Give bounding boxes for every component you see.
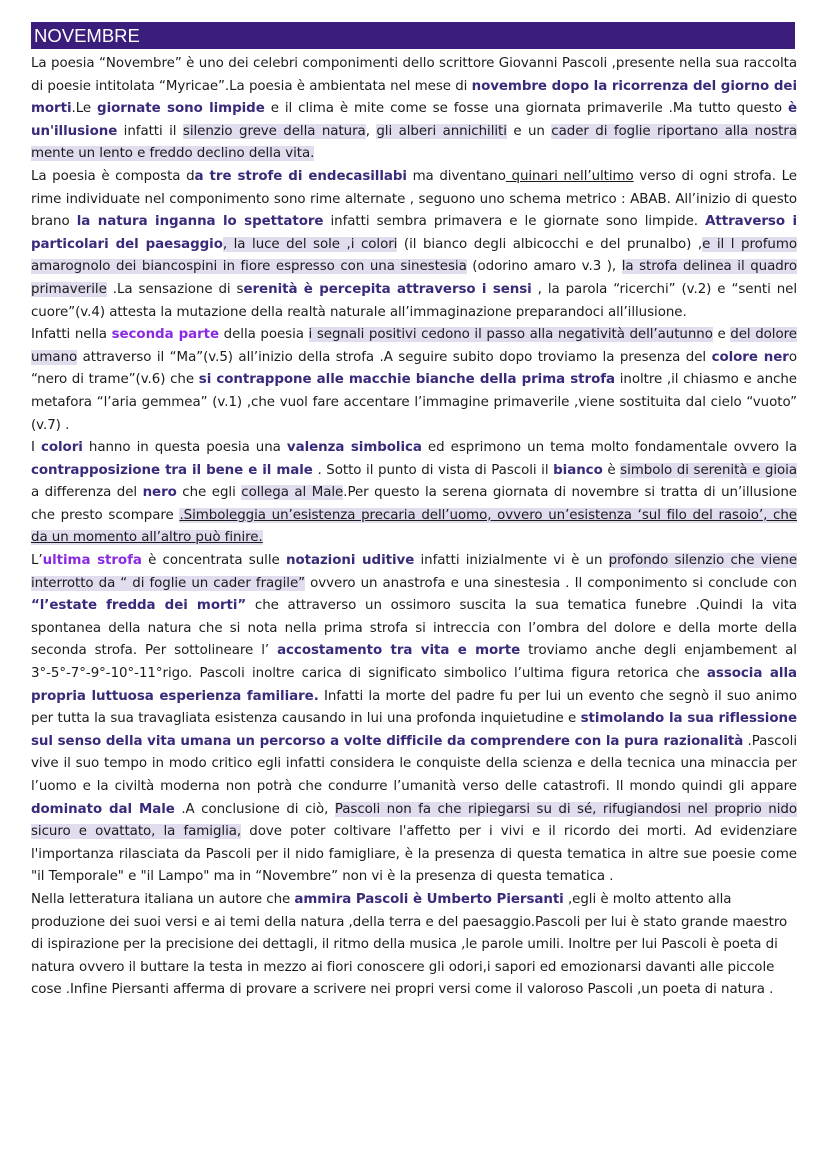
paragraph: L’ultima strofa è concentrata sulle notazioni uditive infatti inizialmente vi è un profondo silenzio che viene interrotto da “ di foglie un cader fragile” ovvero un anastrofa e una sinestesia . Il componimento si conclude con “l’estate fredda dei morti” che attraverso un ossimoro suscita la sua tematica funebre .Quindi la vita spontanea della natura che si nota nella prima strofa si intreccia con l’ombra del dolore e della morte della seconda strofa. Per sottolineare l’ accostamento tra vita e morte troviamo anche degli enjambement al 3°-5°-7°-9°-10°-11°rigo. Pascoli inoltre carica di significato simbolico l’ultima figura retorica che associa alla propria luttuosa esperienza familiare. Infatti la morte del padre fu per lui un evento che segnò il suo animo per tutta la sua travagliata esistenza causando in lui una profonda inquietudine e stimolando la sua riflessione sul senso della vita umana un percorso a volte difficile da comprendere con la pura razionalità .Pascoli vive il suo tempo in modo critico egli infatti considera le conquiste della scienza e della tecnica una minaccia per l’uomo e la civiltà moderna non potrà che condurre l’umanità verso delle catastrofi. Il mondo quindi gli appare dominato dal Male .A conclusione di ciò, Pascoli non fa che ripiegarsi su di sé, rifugiandosi nel proprio nido sicuro e ovattato, la famiglia, dove poter coltivare l'affetto per i vivi e il ricordo dei morti. Ad evidenziare l'importanza rilasciata da Pascoli per il nido famigliare, è la presenza di questa tematica in altre sue poesie come "il Temporale" e "il Lampo" ma in “Novembre” non vi è la presenza di questa tematica .: [31, 553, 798, 885]
document-body: [31, 53, 797, 1002]
paragraph: Infatti nella seconda parte della poesia i segnali positivi cedono il passo alla negatività dell’autunno e del dolore umano attraverso il “Ma”(v.5) all’inizio della strofa .A seguire subito dopo troviamo la presenza del colore nero “nero di trame”(v.6) che si contrappone alle macchie bianche della prima strofa inoltre ,il chiasmo e anche metafora “l’aria gemmea” (v.1) ,che vuol fare accentare l’immagine primaverile ,viene sostituita dal cielo “vuoto” (v.7) .: [31, 327, 797, 433]
paragraph: La poesia è composta da tre strofe di endecasillabi ma diventano quinari nell’ultimo verso di ogni strofa. Le rime individuate nel componimento sono rime alternate , seguono uno schema metrico : ABAB. All’inizio di questo brano la natura inganna lo spettatore infatti sembra primavera e le giornate sono limpide. Attraverso i particolari del paesaggio, la luce del sole ,i colori (il bianco degli albicocchi e del prunalbo) ,e il l profumo amarognolo dei biancospini in fiore espresso con una sinestesia (odorino amaro v.3 ), la strofa delinea il quadro primaverile .La sensazione di serenità è percepita attraverso i sensi , la parola “ricerchi” (v.2) e “senti nel cuore”(v.4) attesta la mutazione della realtà naturale all’immaginazione preparandoci all’illusione.: [31, 168, 797, 320]
document-title: NOVEMBRE: [31, 22, 795, 49]
paragraph: Nella letteratura italiana un autore che ammira Pascoli è Umberto Piersanti ,egli è molto attento alla produzione dei suoi versi e ai temi della natura ,della terra e del paesaggio.Pascoli per lui è stato grande maestro di ispirazione per la precisione dei dettagli, il ritmo della musica ,le parole umili. Inoltre per lui Pascoli è poeta di natura ovvero il buttare la testa in mezzo ai fiori conoscere gli odori,i sapori ed emozionarsi davanti alle piccole cose .Infine Piersanti afferma di provare a scrivere nei propri versi come il valoroso Pascoli ,un poeta di natura .: [31, 891, 788, 998]
paragraph: La poesia “Novembre” è uno dei celebri componimenti dello scrittore Giovanni Pascoli ,presente nella sua raccolta di poesie intitolata “Myricae”.La poesia è ambientata nel mese di novembre dopo la ricorrenza del giorno dei morti.Le giornate sono limpide e il clima è mite come se fosse una giornata primaverile .Ma tutto questo è un'illusione infatti il silenzio greve della natura, gli alberi annichiliti e un cader di foglie riportano alla nostra mente un lento e freddo declino della vita.: [31, 56, 797, 162]
paragraph: I colori hanno in questa poesia una valenza simbolica ed esprimono un tema molto fondamentale ovvero la contrapposizione tra il bene e il male . Sotto il punto di vista di Pascoli il bianco è simbolo di serenità e gioia a differenza del nero che egli collega al Male.Per questo la serena giornata di novembre si tratta di un’illusione che presto scompare .Simboleggia un’esistenza precaria dell’uomo, ovvero un’esistenza ‘sul filo del rasoio’, che da un momento all’altro può finire.: [31, 440, 797, 546]
